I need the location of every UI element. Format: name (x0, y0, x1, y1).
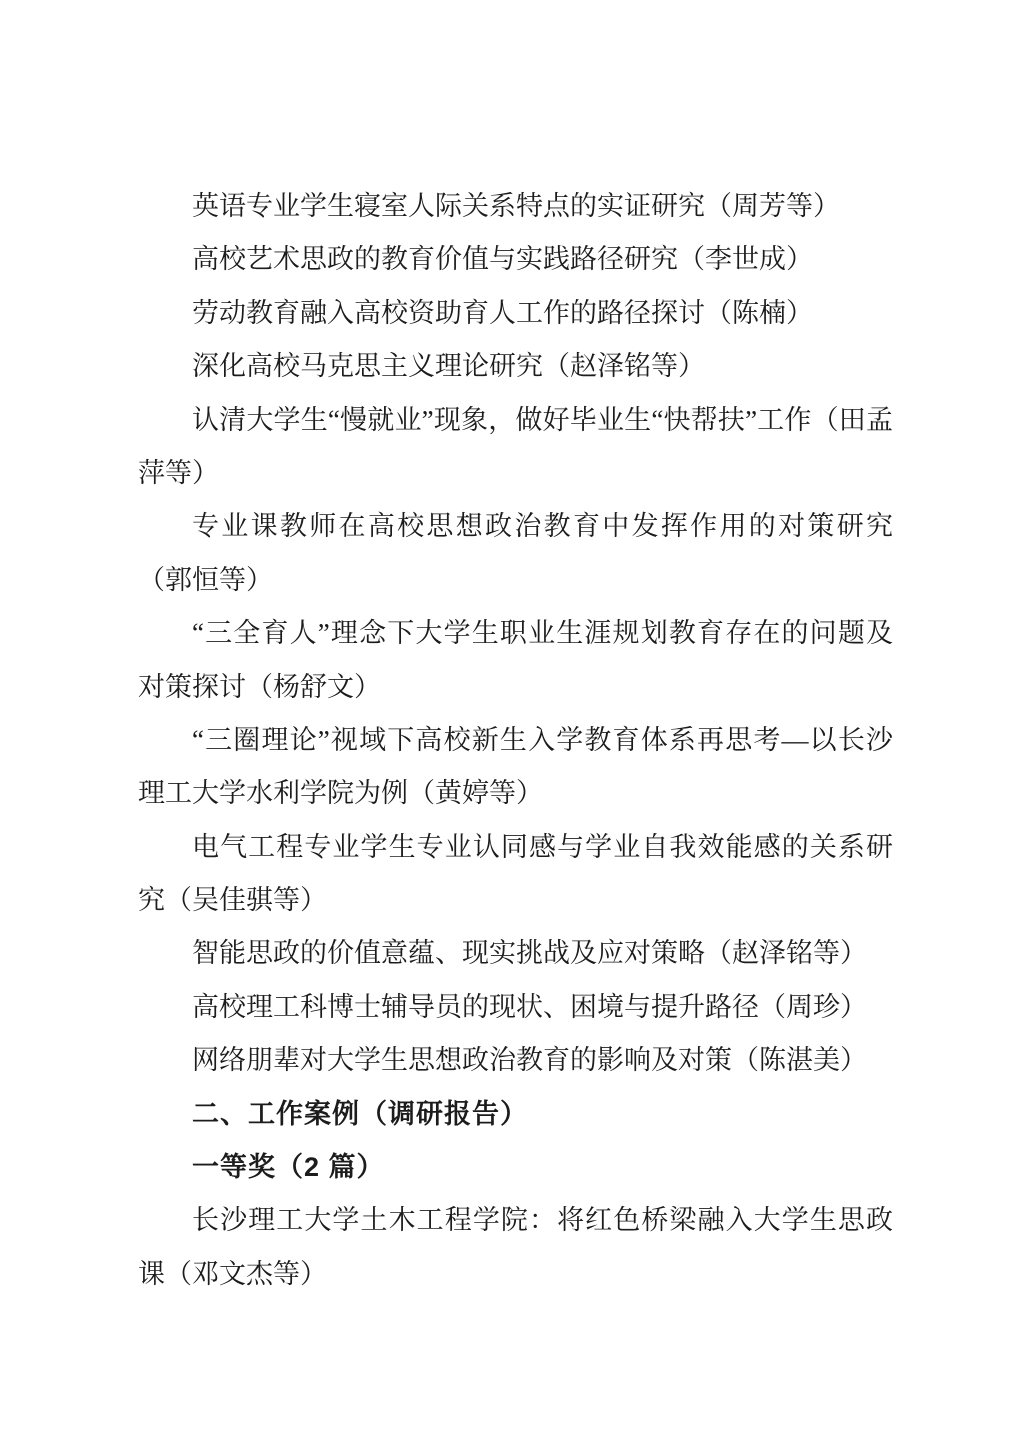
paragraph (138, 180, 893, 233)
title-line-continuation: 课（邓文杰等） (138, 1258, 327, 1289)
title-line: 网络朋辈对大学生思想政治教育的影响及对策（陈湛美） (192, 1045, 867, 1076)
title-line: 深化高校马克思主义理论研究（赵泽铭等） (192, 351, 705, 382)
title-line: “三全育人”理念下大学生职业生涯规划教育存在的问题及 (192, 618, 893, 649)
award-tier-heading: 一等奖（2 篇） (192, 1152, 385, 1183)
paragraph (138, 821, 893, 928)
title-line: 电气工程专业学生专业认同感与学业自我效能感的关系研 (192, 831, 893, 862)
paragraph (138, 340, 893, 393)
paragraph (138, 394, 893, 501)
award-tier-paragraph (138, 1141, 893, 1194)
title-line-continuation: 对策探讨（杨舒文） (138, 671, 381, 702)
paragraph (138, 500, 893, 607)
title-line-continuation: 萍等） (138, 457, 219, 488)
paragraph (138, 714, 893, 821)
title-line-continuation: （郭恒等） (138, 564, 273, 595)
paragraph (138, 927, 893, 980)
section-heading: 二、工作案例（调研报告） (192, 1098, 528, 1129)
document-body (138, 180, 893, 1301)
title-line-continuation: 理工大学水利学院为例（黄婷等） (138, 778, 543, 809)
section-heading-paragraph (138, 1088, 893, 1141)
title-line-continuation: 究（吴佳骐等） (138, 885, 327, 916)
title-line: 认清大学生“慢就业”现象，做好毕业生“快帮扶”工作（田孟 (192, 404, 893, 435)
title-line: “三圈理论”视域下高校新生入学教育体系再思考—以长沙 (192, 724, 893, 755)
paragraph (138, 1194, 893, 1301)
title-line: 高校理工科博士辅导员的现状、困境与提升路径（周珍） (192, 991, 867, 1022)
title-line: 长沙理工大学土木工程学院：将红色桥梁融入大学生思政 (192, 1205, 893, 1236)
paragraph (138, 1034, 893, 1087)
title-line: 专业课教师在高校思想政治教育中发挥作用的对策研究 (192, 511, 893, 542)
title-line: 英语专业学生寝室人际关系特点的实证研究（周芳等） (192, 191, 840, 221)
paragraph (138, 607, 893, 714)
title-line: 智能思政的价值意蕴、现实挑战及应对策略（赵泽铭等） (192, 938, 867, 969)
title-line: 高校艺术思政的教育价值与实践路径研究（李世成） (192, 244, 813, 275)
paragraph (138, 287, 893, 340)
paragraph (138, 981, 893, 1034)
title-line: 劳动教育融入高校资助育人工作的路径探讨（陈楠） (192, 297, 813, 328)
paragraph (138, 233, 893, 286)
